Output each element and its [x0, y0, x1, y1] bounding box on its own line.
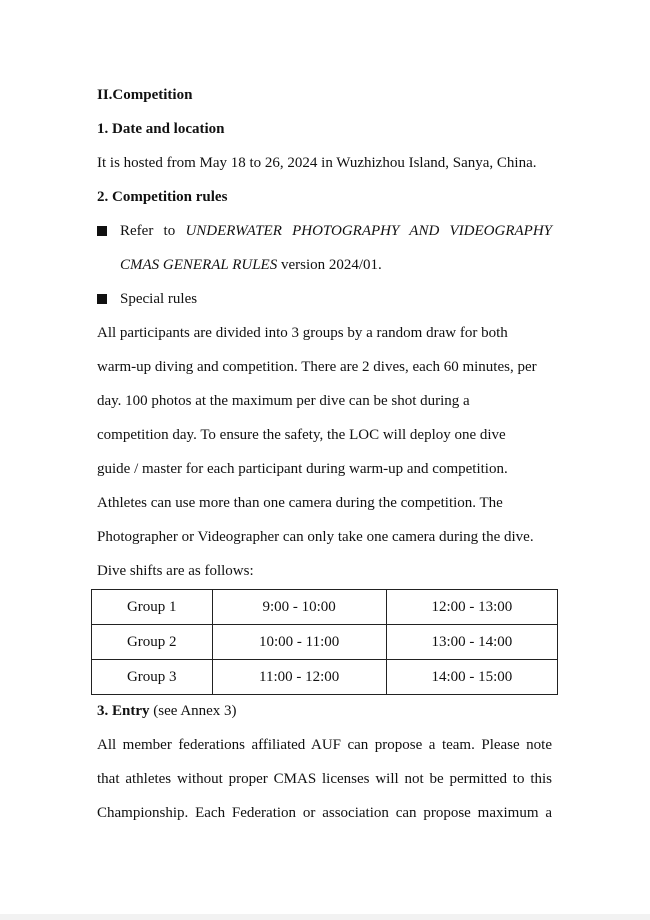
- table-cell-group: Group 2: [92, 625, 213, 660]
- para-line: Photographer or Videographer can only take one camera during the dive.: [97, 529, 534, 545]
- para-line: All participants are divided into 3 groups by a random draw for both: [97, 325, 508, 341]
- para-line: day. 100 photos at the maximum per dive can be shot during a: [97, 393, 470, 409]
- para-line: Dive shifts are as follows:: [97, 563, 254, 579]
- table-cell-group: Group 3: [92, 660, 213, 695]
- para-line: warm-up diving and competition. There are 2 dives, each 60 minutes, per: [97, 359, 537, 375]
- rules-title-line1: UNDERWATER PHOTOGRAPHY AND VIDEOGRAPHY: [185, 223, 552, 239]
- rules-version: version 2024/01.: [277, 257, 382, 273]
- heading-competition-rules: 2. Competition rules: [97, 189, 228, 205]
- para-line: guide / master for each participant during warm-up and competition.: [97, 461, 508, 477]
- bullet-square-icon: [97, 294, 107, 304]
- table-cell-group: Group 1: [92, 590, 213, 625]
- bullet-square-icon: [97, 226, 107, 236]
- bullet-special-rules: Special rules: [120, 291, 198, 307]
- dive-shifts-table: [91, 589, 558, 695]
- table-cell-shift1: 9:00 - 10:00: [212, 590, 386, 625]
- para-line: All member federations affiliated AUF can propose a team. Please note: [97, 737, 552, 753]
- bullet-refer-prefix: Refer to: [120, 223, 186, 239]
- heading-entry-label: 3. Entry: [97, 703, 150, 719]
- table-row: [92, 590, 558, 625]
- table-cell-shift1: 10:00 - 11:00: [212, 625, 386, 660]
- rules-title-line2: CMAS GENERAL RULES: [120, 257, 278, 273]
- table-cell-shift2: 14:00 - 15:00: [386, 660, 557, 695]
- para-line: Athletes can use more than one camera during the competition. The: [97, 495, 503, 511]
- heading-date-location: 1. Date and location: [97, 121, 225, 137]
- section-title: II.Competition: [97, 87, 193, 103]
- table-cell-shift1: 11:00 - 12:00: [212, 660, 386, 695]
- page-bottom-edge: [0, 914, 650, 920]
- bullet-refer-line1: [120, 221, 552, 241]
- table-row: [92, 625, 558, 660]
- date-location-text: It is hosted from May 18 to 26, 2024 in Wuzhizhou Island, Sanya, China.: [97, 155, 537, 171]
- table-cell-shift2: 12:00 - 13:00: [386, 590, 557, 625]
- heading-entry: [97, 701, 237, 721]
- para-line: Championship. Each Federation or association can propose maximum a: [97, 805, 552, 821]
- table-row: [92, 660, 558, 695]
- para-line: that athletes without proper CMAS licenses will not be permitted to this: [97, 771, 552, 787]
- table-cell-shift2: 13:00 - 14:00: [386, 625, 557, 660]
- bullet-refer-line2: [120, 255, 382, 275]
- heading-entry-annex: (see Annex 3): [149, 703, 237, 719]
- para-line: competition day. To ensure the safety, the LOC will deploy one dive: [97, 427, 506, 443]
